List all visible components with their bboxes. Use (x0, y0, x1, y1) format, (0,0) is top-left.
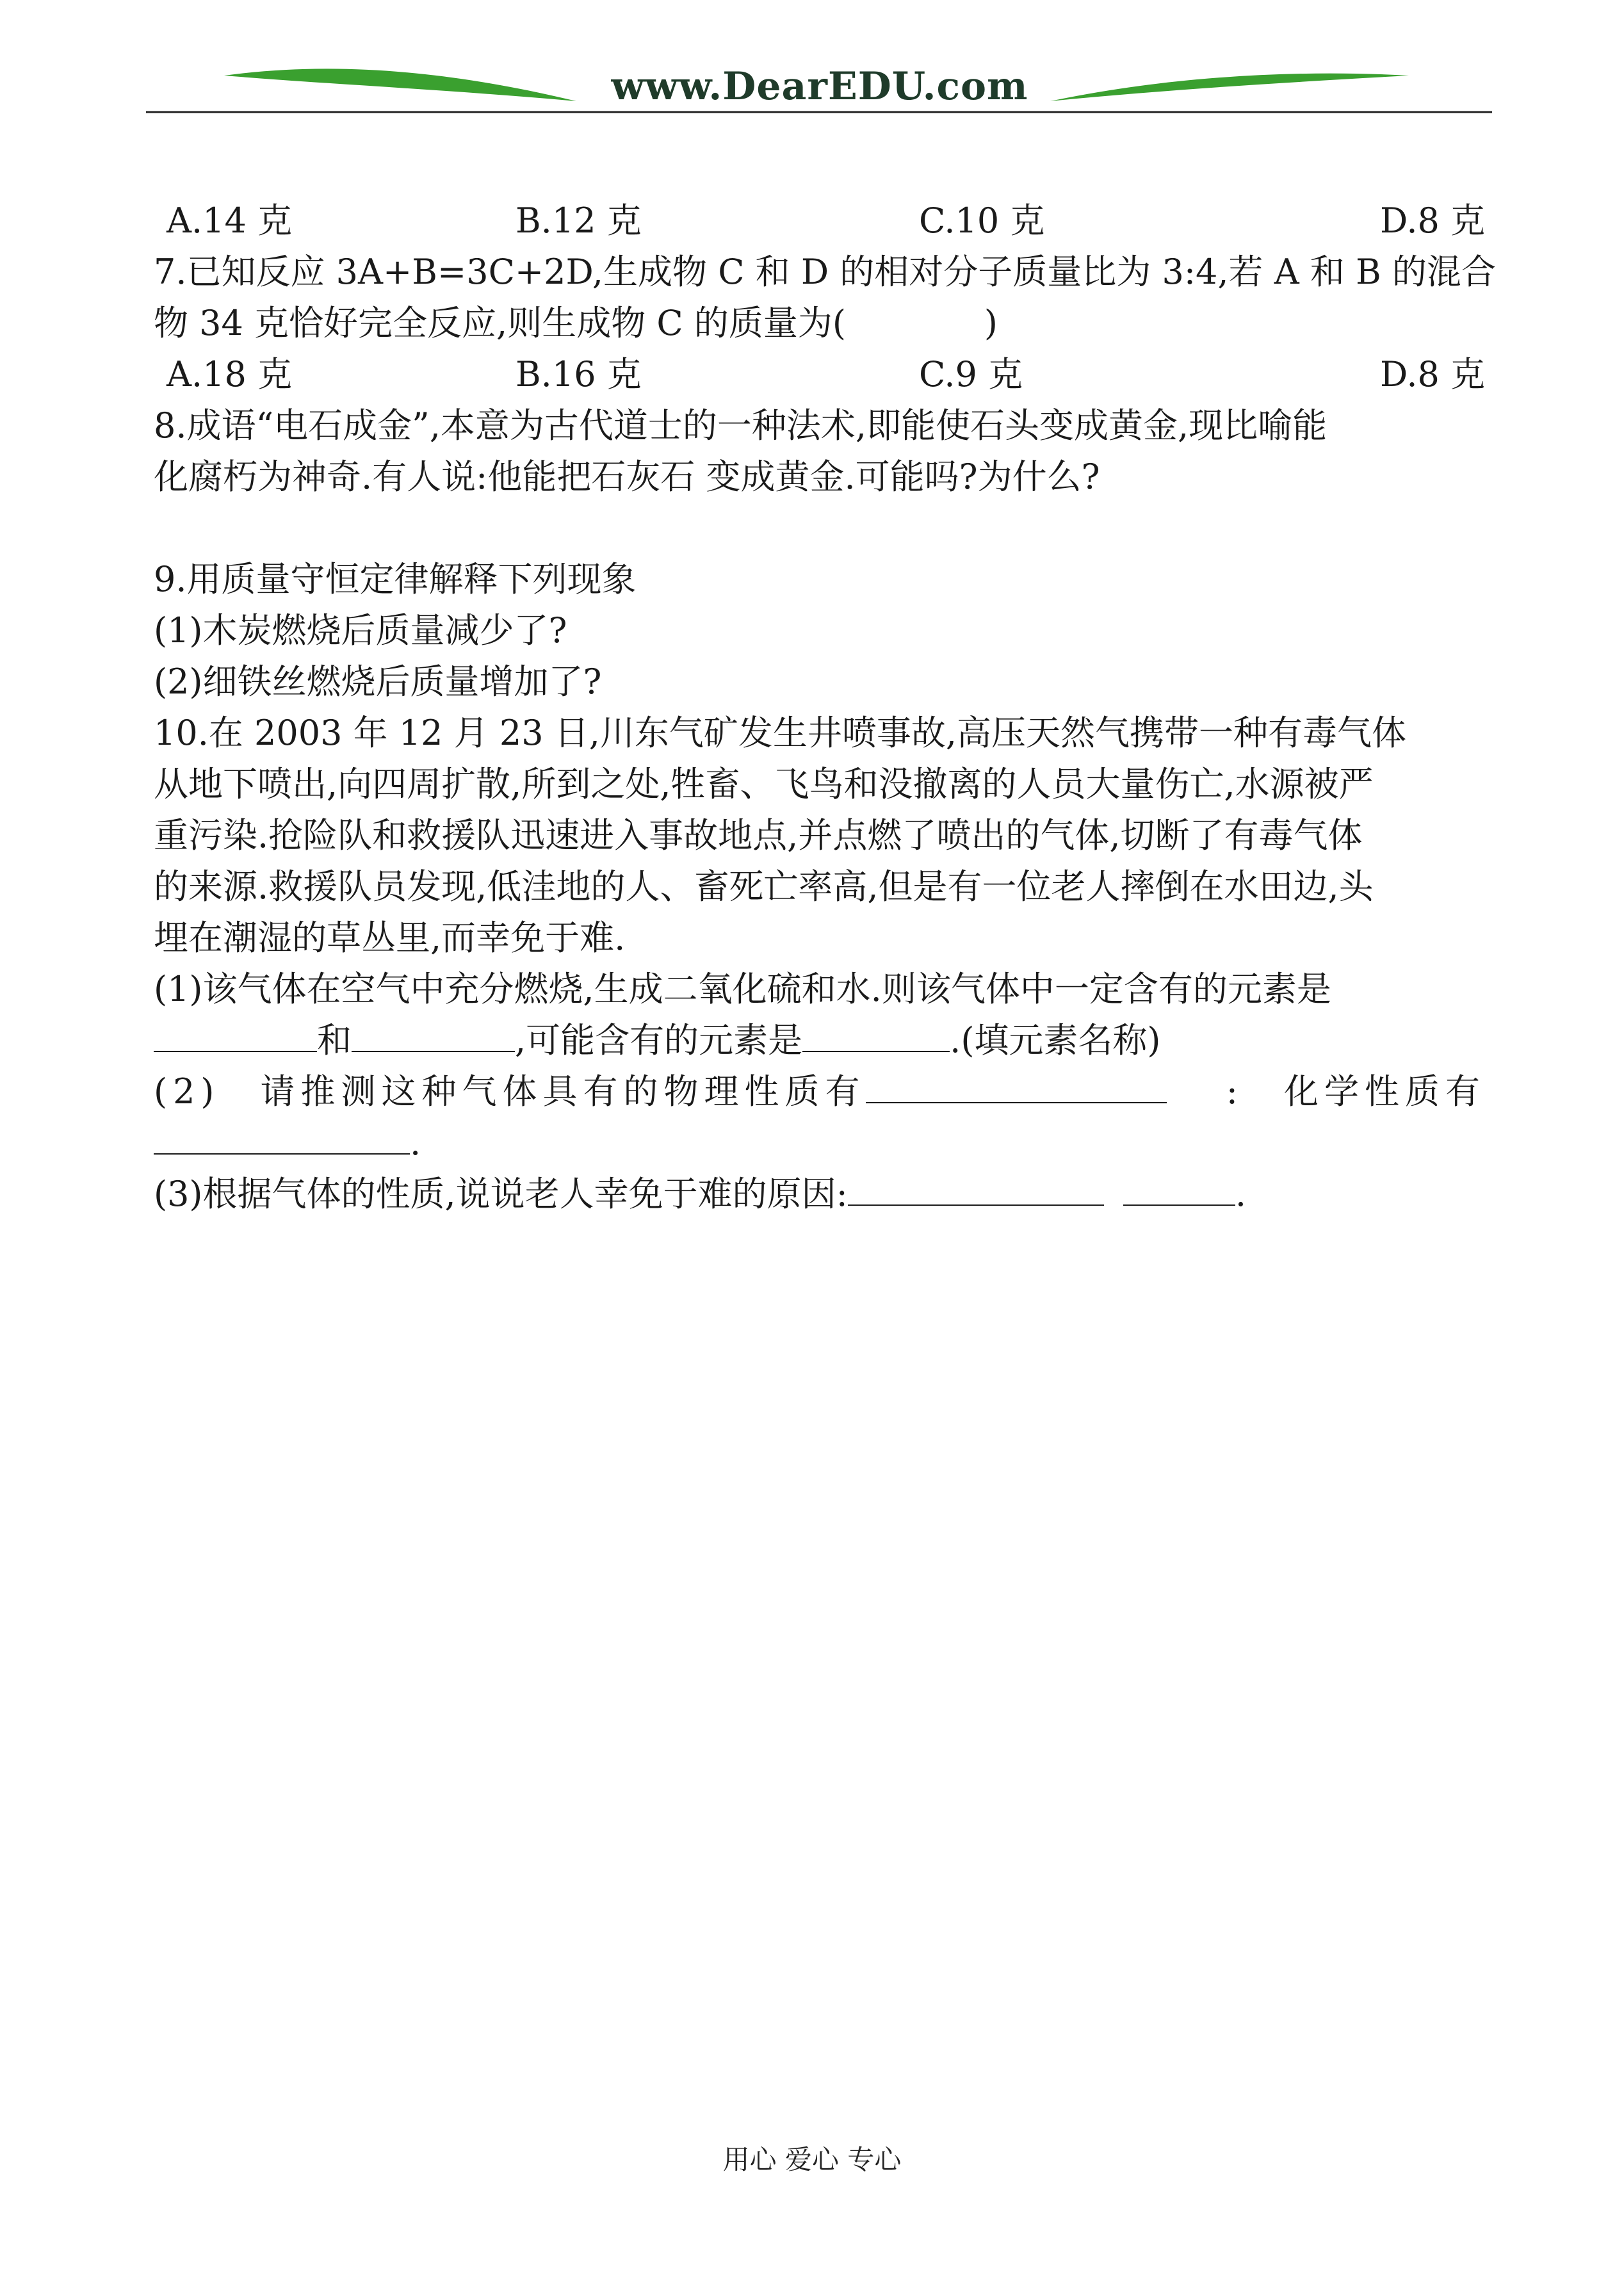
q8-line-1: 8.成语“电石成金”,本意为古代道士的一种法术,即能使石头变成黄金,现比喻能 (154, 405, 1328, 446)
q10-part-1-line-1: (1)该气体在空气中充分燃烧,生成二氧化硫和水.则该气体中一定含有的元素是 (154, 969, 1331, 1009)
q10-part-1-mid: ,可能含有的元素是 (515, 1020, 803, 1060)
q10-part-2-line-2 (154, 1117, 1486, 1169)
q6-option-b: B.12 克 (516, 200, 642, 241)
q10-part-1-and: 和 (317, 1020, 352, 1060)
q9-sub-2: (2)细铁丝燃烧后质量增加了? (154, 661, 602, 702)
q10-part-2-prefix: (2) 请推测这种气体具有的物理性质有 (154, 1071, 866, 1112)
answer-blank[interactable] (352, 1015, 515, 1052)
page-header (0, 0, 1624, 122)
q10-part-3-prefix: (3)根据气体的性质,说说老人幸免于难的原因: (154, 1174, 848, 1214)
answer-blank[interactable] (848, 1169, 1104, 1206)
q10-line-1: 10.在 2003 年 12 月 23 日,川东气矿发生井喷事故,高压天然气携带一种有毒气体 (154, 713, 1407, 753)
answer-blank[interactable] (154, 1117, 410, 1155)
answer-blank[interactable] (1123, 1169, 1235, 1206)
q10-part-1-end: .(填元素名称) (950, 1020, 1161, 1060)
q8-line-2: 化腐朽为神奇.有人说:他能把石灰石 变成黄金.可能吗?为什么? (154, 457, 1100, 497)
blank-line (154, 503, 1486, 554)
q7-line-2: 物 34 克恰好完全反应,则生成物 C 的质量为( ) (154, 303, 998, 343)
q10-part-2-mid: : 化学性质有 (1226, 1071, 1486, 1112)
page-footer: 用心 爱心 专心 (722, 2144, 902, 2175)
q7-option-a: A.18 克 (166, 354, 293, 394)
q9-title: 9.用质量守恒定律解释下列现象 (154, 559, 637, 599)
q10-part-2-line-1 (154, 1066, 1486, 1117)
q10-part-3-end: . (1235, 1174, 1247, 1214)
q10-line-3: 重污染.抢险队和救援队迅速进入事故地点,并点燃了喷出的气体,切断了有毒气体 (154, 815, 1363, 856)
q10-line-2: 从地下喷出,向四周扩散,所到之处,牲畜、飞鸟和没撤离的人员大量伤亡,水源被严 (154, 764, 1374, 804)
q10-line-5: 埋在潮湿的草丛里,而幸免于难. (154, 918, 626, 958)
q6-option-c: C.10 克 (919, 200, 1045, 241)
answer-blank[interactable] (866, 1066, 1167, 1103)
q7-option-b: B.16 克 (516, 354, 642, 394)
q10-line-4: 的来源.救援队员发现,低洼地的人、畜死亡率高,但是有一位老人摔倒在水田边,头 (154, 866, 1374, 907)
q10-part-3 (154, 1169, 1486, 1220)
q10-part-1-line-2 (154, 1015, 1486, 1066)
q6-option-d: D.8 克 (1380, 200, 1486, 241)
q7-option-d: D.8 克 (1380, 354, 1486, 394)
q10-part-2-end: . (410, 1123, 421, 1163)
document-body (154, 195, 1496, 1220)
q6-option-a: A.14 克 (166, 200, 293, 241)
answer-blank[interactable] (802, 1015, 950, 1052)
q6-options (154, 195, 1486, 247)
q7-option-c: C.9 克 (919, 354, 1023, 394)
site-logo-text[interactable]: www.DearEDU.com (611, 64, 1028, 109)
q7-options (154, 349, 1486, 400)
q7-line-1: 7.已知反应 3A+B=3C+2D,生成物 C 和 D 的相对分子质量比为 3:4,若 A 和 B 的混合 (154, 252, 1496, 292)
q9-sub-1: (1)木炭燃烧后质量减少了? (154, 610, 567, 651)
answer-blank[interactable] (154, 1015, 317, 1052)
